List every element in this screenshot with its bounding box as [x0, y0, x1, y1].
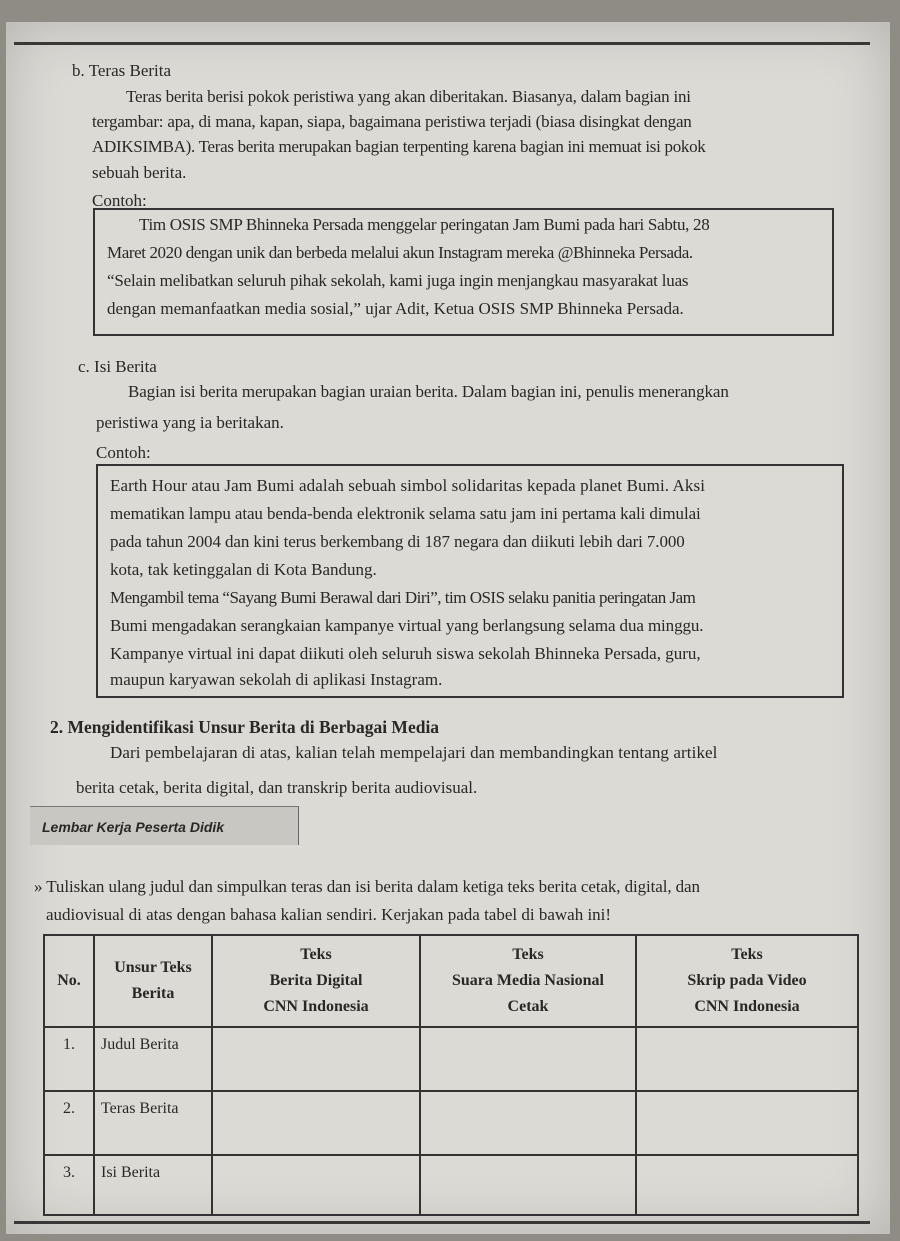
section-2-line-2: berita cetak, berita digital, dan transkrip berita audiovisual. — [76, 778, 478, 797]
section-b-heading: b. Teras Berita — [72, 61, 172, 80]
section-b-line-1: Teras berita berisi pokok peristiwa yang akan diberitakan. Biasanya, dalam bagian ini — [126, 87, 691, 106]
row-number: 3. — [44, 1155, 94, 1215]
header-col1-line-1: Teks — [300, 946, 332, 963]
section-2-heading: 2. Mengidentifikasi Unsur Berita di Berbagai Media — [50, 717, 440, 737]
worksheet-table — [43, 934, 859, 1216]
header-unsur — [94, 935, 212, 1027]
isi-example-line-3: pada tahun 2004 dan kini terus berkembang di 187 negara dan diikuti lebih dari 7.000 — [110, 532, 685, 551]
answer-cell[interactable] — [420, 1155, 636, 1215]
header-unsur-line-1: Unsur Teks — [114, 959, 192, 976]
instruction-line-1: » Tuliskan ulang judul dan simpulkan teras dan isi berita dalam ketiga teks berita cetak, digital, dan — [34, 877, 700, 896]
instruction-line-2: audiovisual di atas dengan bahasa kalian sendiri. Kerjakan pada tabel di bawah ini! — [46, 905, 612, 924]
section-c-line-2: peristiwa yang ia beritakan. — [96, 413, 284, 432]
section-c-contoh-label: Contoh: — [96, 443, 151, 462]
header-col3-line-2: Skrip pada Video — [687, 972, 807, 989]
isi-example-line-5: Mengambil tema “Sayang Bumi Berawal dari Diri”, tim OSIS selaku panitia peringatan Jam — [110, 588, 696, 607]
table-row — [44, 1091, 858, 1155]
section-c-line-1: Bagian isi berita merupakan bagian uraian berita. Dalam bagian ini, penulis menerangkan — [128, 382, 729, 401]
answer-cell[interactable] — [212, 1027, 420, 1091]
section-b-line-3: ADIKSIMBA). Teras berita merupakan bagian terpenting karena bagian ini memuat isi pokok — [92, 137, 706, 156]
lkpd-label-tab — [30, 806, 299, 845]
isi-example-line-8: maupun karyawan sekolah di aplikasi Instagram. — [110, 670, 443, 689]
lkpd-label: Lembar Kerja Peserta Didik — [42, 819, 225, 835]
header-col1-line-3: CNN Indonesia — [263, 998, 369, 1015]
isi-berita-example-box — [96, 464, 844, 698]
isi-example-line-1: Earth Hour atau Jam Bumi adalah sebuah simbol solidaritas kepada planet Bumi. Aksi — [110, 476, 706, 495]
header-col2-line-2: Suara Media Nasional — [451, 972, 604, 989]
row-number: 2. — [44, 1091, 94, 1155]
row-unsur: Isi Berita — [94, 1155, 212, 1215]
header-col2-line-1: Teks — [512, 946, 544, 963]
section-c-heading: c. Isi Berita — [78, 357, 157, 376]
table-header-row — [44, 935, 858, 1027]
teras-example-line-2: Maret 2020 dengan unik dan berbeda melalui akun Instagram mereka @Bhinneka Persada. — [107, 243, 693, 262]
isi-example-line-6: Bumi mengadakan serangkaian kampanye virtual yang berlangsung selama dua minggu. — [110, 616, 704, 635]
teras-berita-example-box — [93, 208, 834, 336]
section-b-contoh-label: Contoh: — [92, 191, 147, 210]
header-col1-line-2: Berita Digital — [269, 972, 363, 989]
teras-example-line-1: Tim OSIS SMP Bhinneka Persada menggelar peringatan Jam Bumi pada hari Sabtu, 28 — [139, 215, 710, 234]
answer-cell[interactable] — [636, 1027, 858, 1091]
row-unsur: Judul Berita — [94, 1027, 212, 1091]
answer-cell[interactable] — [420, 1091, 636, 1155]
answer-cell[interactable] — [212, 1091, 420, 1155]
header-no: No. — [44, 935, 94, 1027]
isi-example-line-4: kota, tak ketinggalan di Kota Bandung. — [110, 560, 377, 579]
section-b-line-2: tergambar: apa, di mana, kapan, siapa, bagaimana peristiwa terjadi (biasa disingkat dengan — [92, 112, 692, 131]
answer-cell[interactable] — [212, 1155, 420, 1215]
row-number: 1. — [44, 1027, 94, 1091]
header-col3-line-3: CNN Indonesia — [694, 998, 800, 1015]
header-unsur-line-2: Berita — [131, 985, 175, 1002]
row-unsur: Teras Berita — [94, 1091, 212, 1155]
table-row — [44, 1027, 858, 1091]
header-col3-line-1: Teks — [731, 946, 763, 963]
header-skrip-video — [636, 935, 858, 1027]
answer-cell[interactable] — [636, 1091, 858, 1155]
teras-example-line-3: “Selain melibatkan seluruh pihak sekolah, kami juga ingin menjangkau masyarakat luas — [107, 271, 689, 290]
section-b-line-4: sebuah berita. — [92, 163, 187, 182]
header-media-cetak — [420, 935, 636, 1027]
header-berita-digital — [212, 935, 420, 1027]
isi-example-line-7: Kampanye virtual ini dapat diikuti oleh seluruh siswa sekolah Bhinneka Persada, guru, — [110, 644, 701, 663]
answer-cell[interactable] — [420, 1027, 636, 1091]
isi-example-line-2: mematikan lampu atau benda-benda elektronik selama satu jam ini pertama kali dimulai — [110, 504, 701, 523]
teras-example-line-4: dengan memanfaatkan media sosial,” ujar Adit, Ketua OSIS SMP Bhinneka Persada. — [107, 299, 684, 318]
table-row — [44, 1155, 858, 1215]
section-2-line-1: Dari pembelajaran di atas, kalian telah mempelajari dan membandingkan tentang artikel — [110, 743, 718, 762]
answer-cell[interactable] — [636, 1155, 858, 1215]
header-col2-line-3: Cetak — [507, 998, 549, 1015]
